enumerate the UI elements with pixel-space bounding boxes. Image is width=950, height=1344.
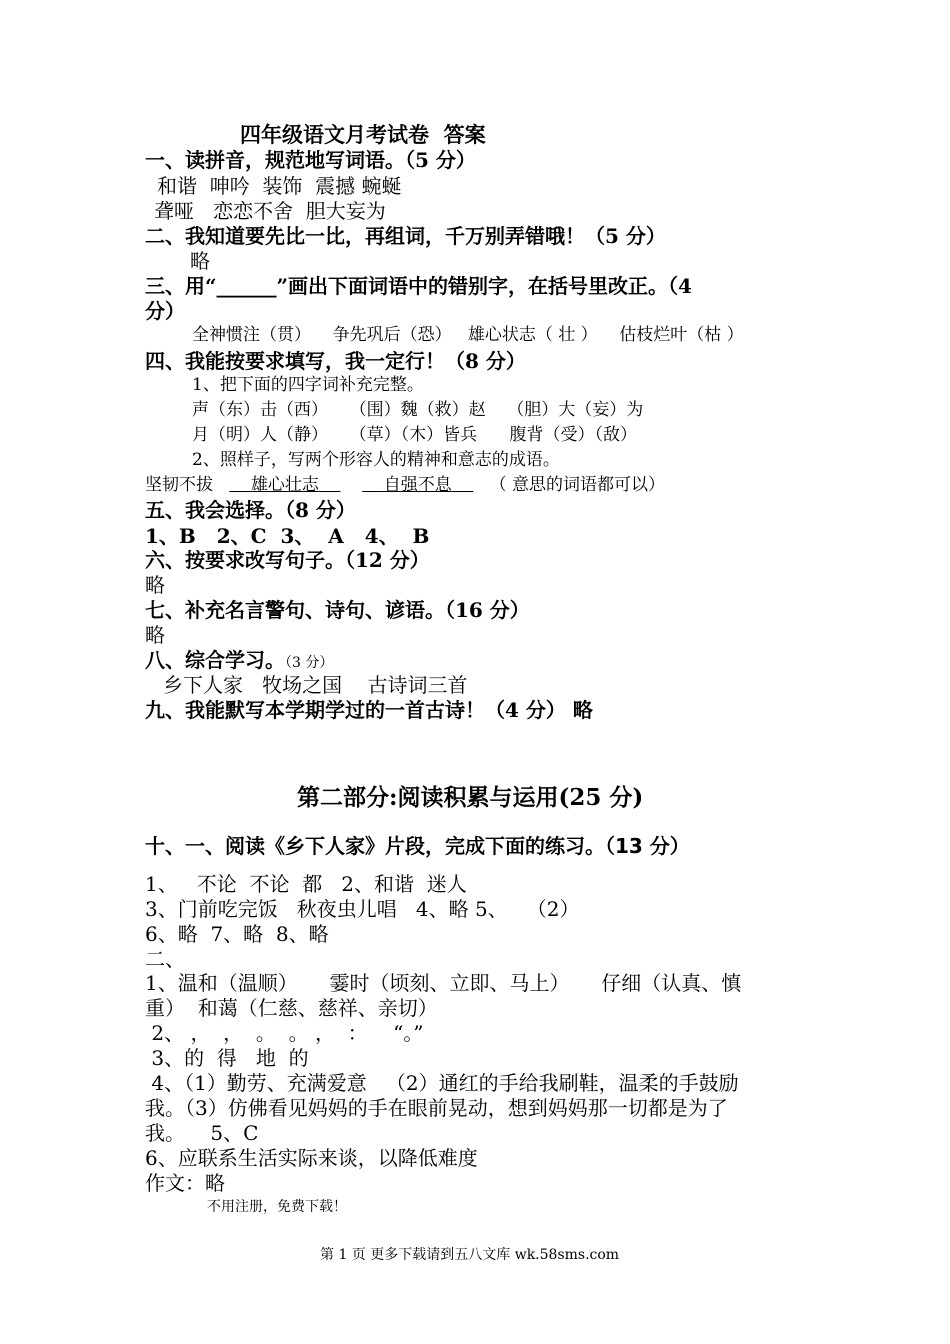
q7-answer: 略: [145, 623, 165, 647]
q3-heading: [145, 276, 692, 296]
q10-line: 3、的 得 地 的: [145, 1046, 309, 1070]
q10-line: 我。（3）仿佛看见妈妈的手在眼前晃动，想到妈妈那一切都是为了: [145, 1096, 728, 1120]
q10-line: 4、（1）勤劳、充满爱意 （2）通红的手给我刷鞋，温柔的手鼓励: [145, 1071, 739, 1095]
q8-heading: 八、综合学习。: [145, 648, 285, 672]
q10-line: 1、 不论 不论 都 2、和谐 迷人: [145, 872, 467, 896]
q2-heading: 二、我知道要先比一比，再组词，千万别弄错哦！（5 分）: [145, 224, 666, 248]
q3-heading-blank: ______: [216, 274, 277, 298]
q10-line: 重） 和蔼（仁慈、慈祥、亲切）: [145, 996, 438, 1020]
q3-heading-part2: ”画出下面词语中的错别字，在括号里改正。（4: [276, 274, 692, 298]
q10-heading: 十、一、阅读《乡下人家》片段，完成下面的练习。（13 分）: [145, 834, 690, 858]
q10-line: 6、应联系生活实际来谈，以降低难度: [145, 1146, 478, 1170]
q2-answer: 略: [190, 249, 210, 273]
q4-example-word: 坚韧不拔: [145, 475, 213, 495]
q4-row2: 月（明）人（静） （草）（木）皆兵 腹背（受）（敌）: [192, 425, 638, 445]
q4-sub2: 2、照样子，写两个形容人的精神和意志的成语。: [192, 450, 560, 470]
q1-heading: 一、读拼音，规范地写词语。（5 分）: [145, 148, 476, 172]
q1-answer-line2: 聋哑 恋恋不舍 胆大妄为: [154, 199, 386, 223]
q4-heading: 四、我能按要求填写，我一定行！（8 分）: [145, 349, 526, 373]
q3-heading-cont: 分）: [145, 299, 185, 323]
q7-heading: 七、补充名言警句、诗句、谚语。（16 分）: [145, 598, 530, 622]
part2-title: 第二部分:阅读积累与运用(25 分): [297, 784, 644, 811]
page-title: 四年级语文月考试卷 答案: [240, 122, 486, 147]
q10-line: 3、门前吃完饭 秋夜虫儿唱 4、略 5、 （2）: [145, 897, 580, 921]
q4-answer1: 雄心壮志: [250, 475, 319, 495]
q5-heading: 五、我会选择。（8 分）: [145, 498, 356, 522]
q8-score: （3 分）: [285, 655, 334, 671]
q10-line: 2、 ， ， 。 。 ， ： “。”: [145, 1021, 424, 1045]
q1-answer-line1: 和谐 呻吟 装饰 震撼 蜿蜒: [157, 174, 402, 198]
q5-answer: 1、B 2、C 3、 A 4、 B: [145, 524, 430, 548]
q10-line: 作文：略: [145, 1171, 225, 1195]
q3-answer: 全神惯注（贯） 争先巩后（恐） 雄心状志（ 壮 ） 估枝烂叶（枯 ）: [192, 325, 744, 345]
q10-heading-score: 13: [615, 834, 643, 858]
download-note: 不用注册，免费下载！: [207, 1199, 347, 1215]
q4-answer2: 自强不息: [383, 475, 452, 495]
q8-heading-row: [145, 650, 333, 670]
q4-sub1: 1、把下面的四字词补充完整。: [192, 375, 424, 395]
q4-note: （ 意思的词语都可以）: [489, 475, 665, 495]
q10-line: 1、温和（温顺） 霎时（顷刻、立即、马上） 仔细（认真、慎: [145, 971, 742, 995]
q6-answer: 略: [145, 573, 165, 597]
q10-line: 我。 5、C: [145, 1121, 259, 1145]
q6-heading: 六、按要求改写句子。（12 分）: [145, 548, 430, 572]
q3-heading-part1: 三、用“: [145, 274, 217, 298]
q8-answer: 乡下人家 牧场之国 古诗词三首: [163, 673, 468, 697]
q9-heading: 九、我能默写本学期学过的一首古诗！（4 分） 略: [145, 698, 593, 722]
page-footer: 第 1 页 更多下载请到五八文库 wk.58sms.com: [320, 1247, 620, 1263]
q10-line: 6、略 7、略 8、略: [145, 922, 329, 946]
q4-example-row: [145, 477, 665, 494]
q10-line: 二、: [145, 947, 185, 971]
q4-row1: 声（东）击（西） （围）魏（救）赵 （胆）大（妄）为: [192, 400, 644, 420]
